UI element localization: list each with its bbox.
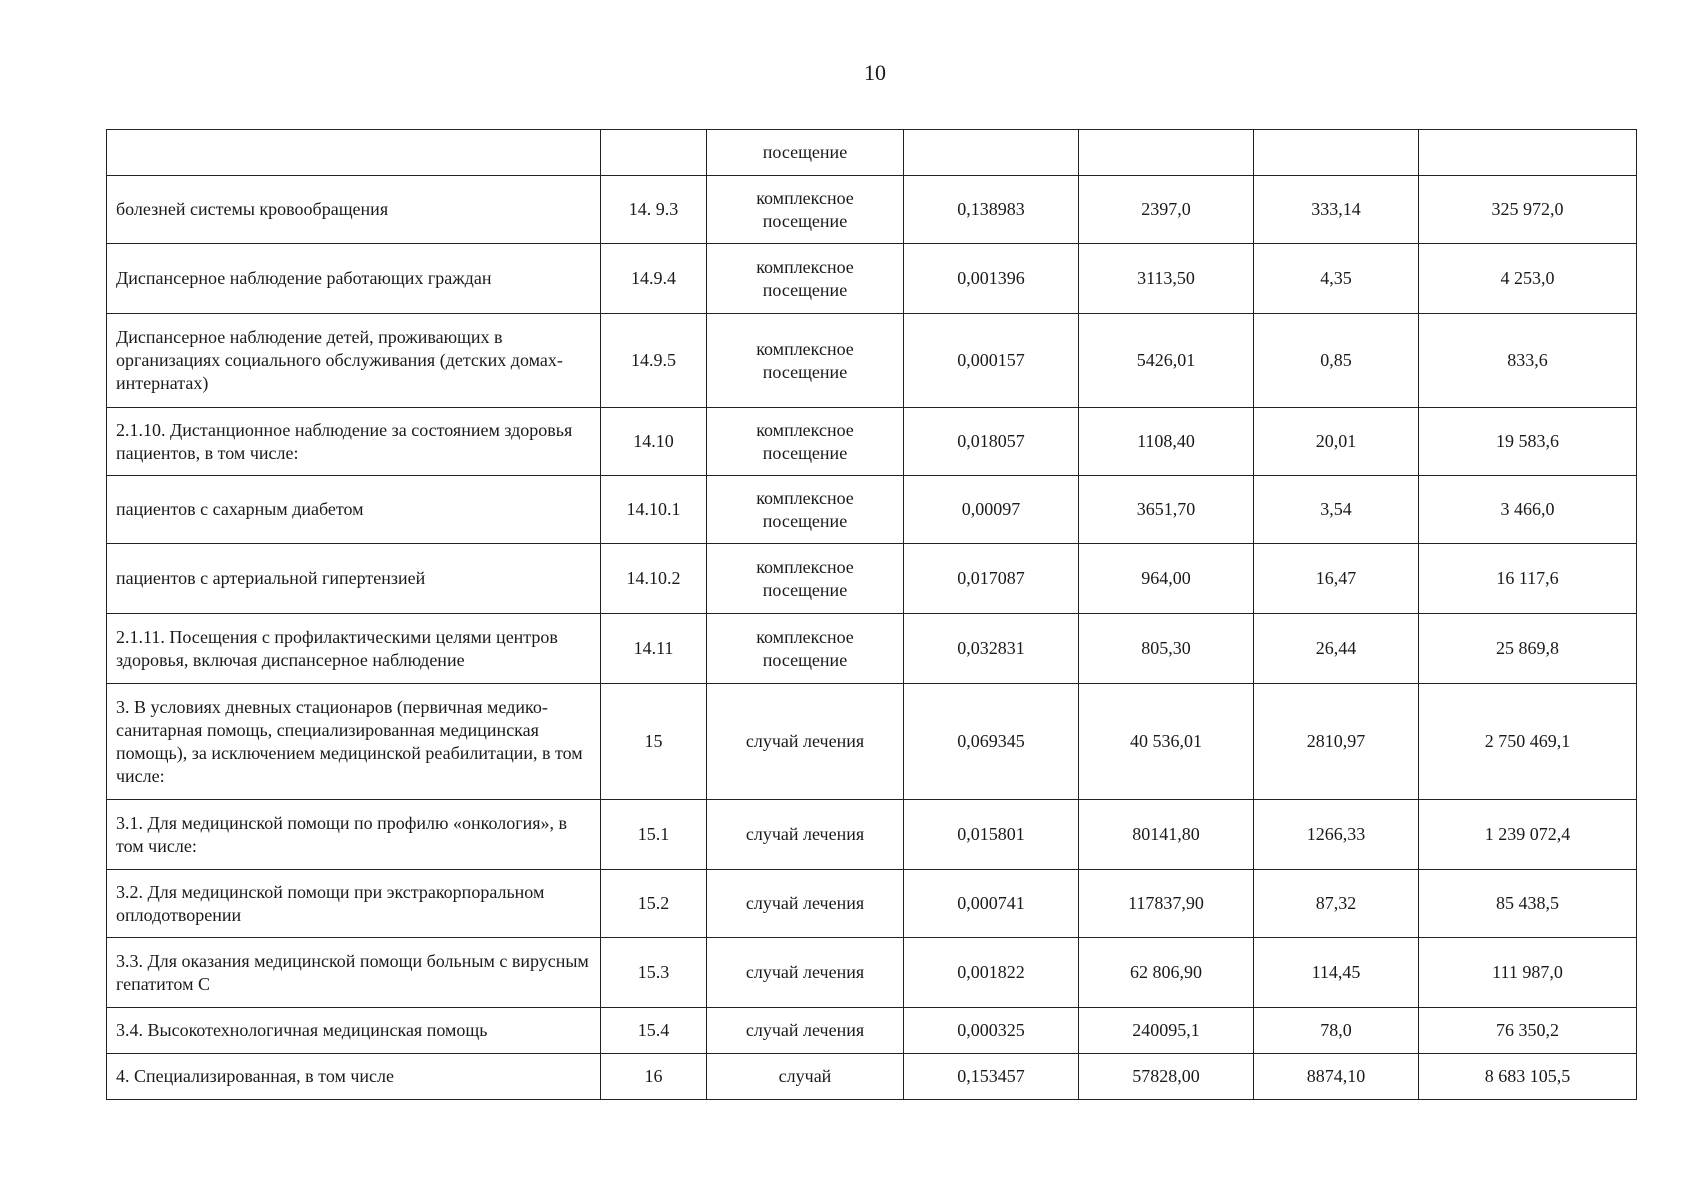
cell-code: 15.3 [601, 938, 707, 1008]
table-row [107, 408, 1637, 476]
table-row [107, 130, 1637, 176]
cell-unit: комплексное посещение [707, 176, 904, 244]
cell-per-capita: 114,45 [1254, 938, 1419, 1008]
table-body [107, 130, 1637, 1100]
cell-total: 76 350,2 [1419, 1008, 1637, 1054]
cell-rate: 0,000157 [904, 314, 1079, 408]
cell-code: 15.2 [601, 870, 707, 938]
cell-code: 14. 9.3 [601, 176, 707, 244]
cell-unit: комплексное посещение [707, 244, 904, 314]
cell-unit: комплексное посещение [707, 544, 904, 614]
cell-unit: посещение [707, 130, 904, 176]
table-row [107, 1008, 1637, 1054]
cell-rate: 0,018057 [904, 408, 1079, 476]
cell-cost: 3113,50 [1079, 244, 1254, 314]
cell-name: 3.1. Для медицинской помощи по профилю «онкология», в том числе: [107, 800, 601, 870]
cell-per-capita: 2810,97 [1254, 684, 1419, 800]
cell-total: 111 987,0 [1419, 938, 1637, 1008]
cell-unit: случай лечения [707, 800, 904, 870]
cell-name: пациентов с артериальной гипертензией [107, 544, 601, 614]
cell-unit: комплексное посещение [707, 314, 904, 408]
cell-total: 16 117,6 [1419, 544, 1637, 614]
cell-rate: 0,00097 [904, 476, 1079, 544]
cell-total [1419, 130, 1637, 176]
cell-rate: 0,138983 [904, 176, 1079, 244]
cell-cost: 2397,0 [1079, 176, 1254, 244]
table-row [107, 1054, 1637, 1100]
cell-cost: 40 536,01 [1079, 684, 1254, 800]
cell-name: 3.2. Для медицинской помощи при экстракорпоральном оплодотворении [107, 870, 601, 938]
cell-rate: 0,153457 [904, 1054, 1079, 1100]
cell-per-capita: 87,32 [1254, 870, 1419, 938]
cell-cost: 62 806,90 [1079, 938, 1254, 1008]
cell-code: 15.4 [601, 1008, 707, 1054]
cell-name: болезней системы кровообращения [107, 176, 601, 244]
cell-cost [1079, 130, 1254, 176]
cell-cost: 3651,70 [1079, 476, 1254, 544]
data-table [106, 129, 1637, 1100]
cell-rate: 0,017087 [904, 544, 1079, 614]
table-row [107, 244, 1637, 314]
cell-total: 3 466,0 [1419, 476, 1637, 544]
cell-name: 4. Специализированная, в том числе [107, 1054, 601, 1100]
cell-code: 15.1 [601, 800, 707, 870]
cell-rate [904, 130, 1079, 176]
cell-cost: 1108,40 [1079, 408, 1254, 476]
cell-per-capita: 8874,10 [1254, 1054, 1419, 1100]
cell-code: 14.11 [601, 614, 707, 684]
cell-total: 1 239 072,4 [1419, 800, 1637, 870]
table-row [107, 800, 1637, 870]
cell-rate: 0,001822 [904, 938, 1079, 1008]
cell-total: 2 750 469,1 [1419, 684, 1637, 800]
cell-total: 325 972,0 [1419, 176, 1637, 244]
cell-code: 16 [601, 1054, 707, 1100]
cell-per-capita: 26,44 [1254, 614, 1419, 684]
cell-name: 2.1.11. Посещения с профилактическими целями центров здоровья, включая диспансерное наблюдение [107, 614, 601, 684]
cell-unit: случай лечения [707, 938, 904, 1008]
table-row [107, 614, 1637, 684]
cell-rate: 0,000741 [904, 870, 1079, 938]
table-row [107, 684, 1637, 800]
cell-rate: 0,032831 [904, 614, 1079, 684]
cell-cost: 805,30 [1079, 614, 1254, 684]
table-row [107, 938, 1637, 1008]
cell-name: 3.4. Высокотехнологичная медицинская помощь [107, 1008, 601, 1054]
cell-cost: 57828,00 [1079, 1054, 1254, 1100]
cell-name: 3. В условиях дневных стационаров (первичная медико-санитарная помощь, специализированная медицинская помощь), за исключением медицинской реабилитации, в том числе: [107, 684, 601, 800]
cell-rate: 0,015801 [904, 800, 1079, 870]
cell-per-capita: 78,0 [1254, 1008, 1419, 1054]
cell-per-capita: 0,85 [1254, 314, 1419, 408]
cell-unit: случай лечения [707, 1008, 904, 1054]
cell-code: 14.10 [601, 408, 707, 476]
cell-unit: случай лечения [707, 684, 904, 800]
cell-cost: 964,00 [1079, 544, 1254, 614]
table-row [107, 870, 1637, 938]
cell-total: 85 438,5 [1419, 870, 1637, 938]
cell-cost: 117837,90 [1079, 870, 1254, 938]
cell-code: 14.9.5 [601, 314, 707, 408]
cell-unit: случай лечения [707, 870, 904, 938]
table-row [107, 544, 1637, 614]
cell-cost: 5426,01 [1079, 314, 1254, 408]
table-row [107, 176, 1637, 244]
cell-rate: 0,001396 [904, 244, 1079, 314]
cell-cost: 240095,1 [1079, 1008, 1254, 1054]
cell-per-capita: 3,54 [1254, 476, 1419, 544]
cell-rate: 0,000325 [904, 1008, 1079, 1054]
cell-per-capita: 333,14 [1254, 176, 1419, 244]
cell-unit: комплексное посещение [707, 614, 904, 684]
cell-rate: 0,069345 [904, 684, 1079, 800]
cell-total: 4 253,0 [1419, 244, 1637, 314]
cell-per-capita: 16,47 [1254, 544, 1419, 614]
cell-code: 14.9.4 [601, 244, 707, 314]
cell-code [601, 130, 707, 176]
cell-total: 8 683 105,5 [1419, 1054, 1637, 1100]
page-number: 10 [864, 60, 886, 85]
cell-code: 15 [601, 684, 707, 800]
cell-name [107, 130, 601, 176]
cell-total: 19 583,6 [1419, 408, 1637, 476]
cell-cost: 80141,80 [1079, 800, 1254, 870]
cell-per-capita [1254, 130, 1419, 176]
cell-name: пациентов с сахарным диабетом [107, 476, 601, 544]
cell-unit: случай [707, 1054, 904, 1100]
table-row [107, 476, 1637, 544]
cell-code: 14.10.2 [601, 544, 707, 614]
cell-name: 2.1.10. Дистанционное наблюдение за состоянием здоровья пациентов, в том числе: [107, 408, 601, 476]
cell-unit: комплексное посещение [707, 476, 904, 544]
cell-total: 25 869,8 [1419, 614, 1637, 684]
cell-name: Диспансерное наблюдение работающих граждан [107, 244, 601, 314]
cell-total: 833,6 [1419, 314, 1637, 408]
cell-unit: комплексное посещение [707, 408, 904, 476]
cell-per-capita: 1266,33 [1254, 800, 1419, 870]
cell-per-capita: 20,01 [1254, 408, 1419, 476]
cell-name: Диспансерное наблюдение детей, проживающих в организациях социального обслуживания (детских домах-интернатах) [107, 314, 601, 408]
table-row [107, 314, 1637, 408]
cell-name: 3.3. Для оказания медицинской помощи больным с вирусным гепатитом С [107, 938, 601, 1008]
cell-per-capita: 4,35 [1254, 244, 1419, 314]
data-table-container [106, 129, 1636, 1100]
cell-code: 14.10.1 [601, 476, 707, 544]
